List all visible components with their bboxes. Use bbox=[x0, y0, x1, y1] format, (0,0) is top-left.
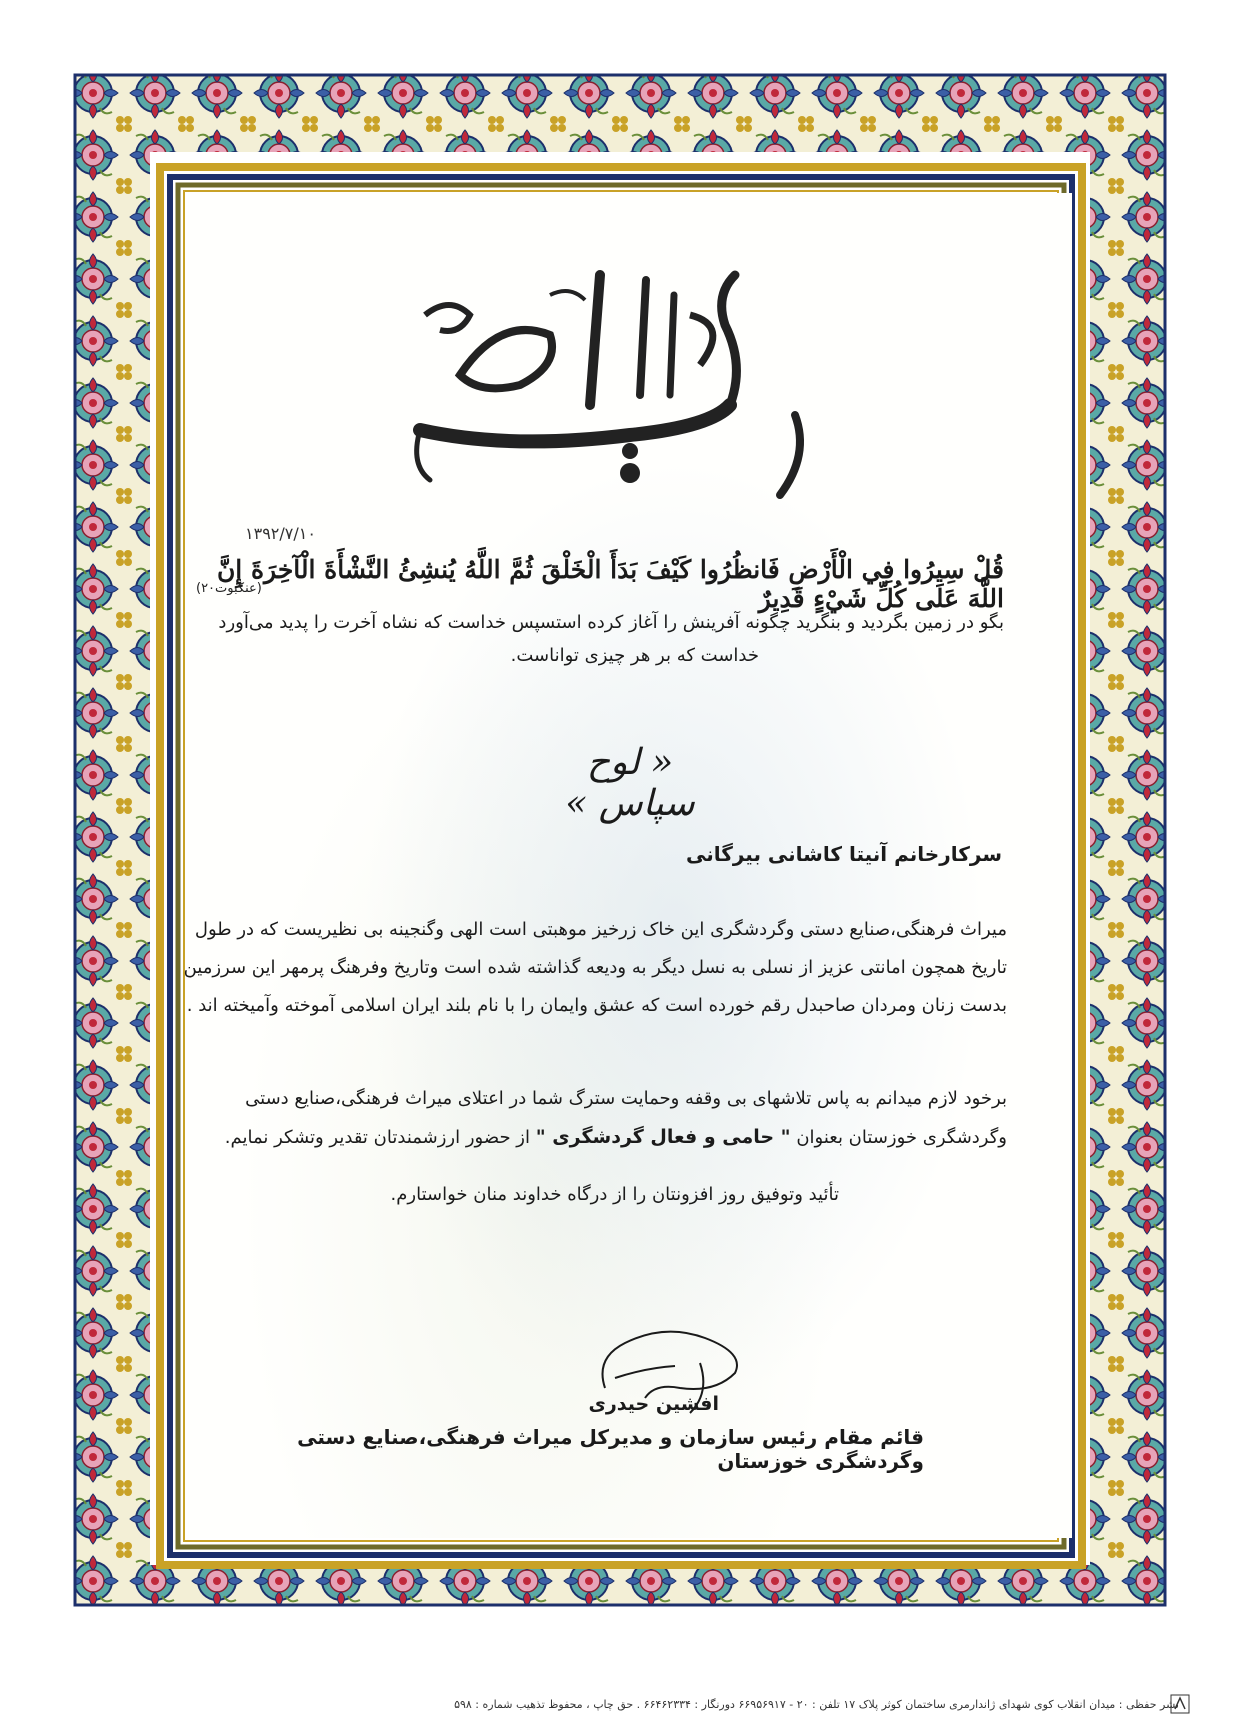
quran-verse-arabic: قُلْ سِيرُوا فِي الْأَرْضِ فَانظُرُوا كَيْفَ بَدَأَ الْخَلْقَ ثُمَّ اللَّهُ يُنشِئُ النَّشْأَةَ الْآخِرَةَ إِنَّ اللَّهَ عَلَى كُلِّ شَيْءٍ قَدِيرٌ bbox=[216, 555, 1004, 613]
verse-translation-line2: خداست که بر هر چیزی تواناست. bbox=[510, 645, 759, 666]
appreciation-text-after: از حضور ارزشمندتان تقدیر وتشکر نمایم. bbox=[224, 1127, 536, 1148]
paragraph-appreciation bbox=[177, 1080, 1007, 1157]
title-block bbox=[535, 730, 725, 824]
publisher-imprint: نشر حفظی : میدان انقلاب کوی شهدای ژاندارمری ساختمان کوثر پلاک ۱۷ تلفن : ۲۰ - ۶۶۹۵۶۹۱۷ دورنگار : ۶۶۴۶۲۳۳۴ . حق چاپ ، محفوظ تذهیب شماره : ۵۹۸ bbox=[454, 1698, 1179, 1711]
recipient-name: سرکارخانم آنیتا کاشانی بیرگانی bbox=[685, 842, 1002, 866]
signer-title: قائم مقام رئیس سازمان و مدیرکل میراث فرهنگی،صنایع دستی وگردشگری خوزستان bbox=[297, 1425, 924, 1473]
basmala-calligraphy bbox=[400, 255, 840, 515]
signer-name: افشین حیدری bbox=[588, 1393, 719, 1415]
paragraph-heritage: میراث فرهنگی،صنایع دستی وگردشگری این خاک زرخیز موهبتی است الهی وگنجینه بی نظیریست که در طول تاریخ همچون امانتی عزیز از نسلی به نسل دیگر به ودیعه گذاشته شده است وتاریخ وفرهنگ پرمهر این سرزمین بدست زنان ومردان صاحبدل رقم خورده است که عشق وایمان را با نام بلند ایران اسلامی آموخته وآمیخته اند . bbox=[183, 919, 1007, 1016]
certificate-title: « لوح سپاس » bbox=[565, 742, 695, 824]
closing-wish: تأئید وتوفیق روز افزونتان را از درگاه خداوند منان خواستارم. bbox=[390, 1184, 839, 1205]
verse-reference: (عنکبوت۲۰) bbox=[196, 581, 262, 596]
issue-date: ۱۳۹۲/۷/۱۰ bbox=[245, 524, 316, 543]
honorary-title: " حامی و فعال گردشگری " bbox=[535, 1126, 791, 1148]
verse-translation-line1: بگو در زمین بگردید و بنگرید چگونه آفرینش را آغاز کرده استسپس خداست که نشاه آخرت را پدید می‌آورد bbox=[218, 612, 1004, 633]
appreciation-text-before: برخود لازم میدانم به پاس تلاشهای بی وقفه وحمایت سترگ شما در اعتلای میراث فرهنگی،صنایع دستی وگردشگری خوزستان بعنوان bbox=[245, 1088, 1007, 1148]
